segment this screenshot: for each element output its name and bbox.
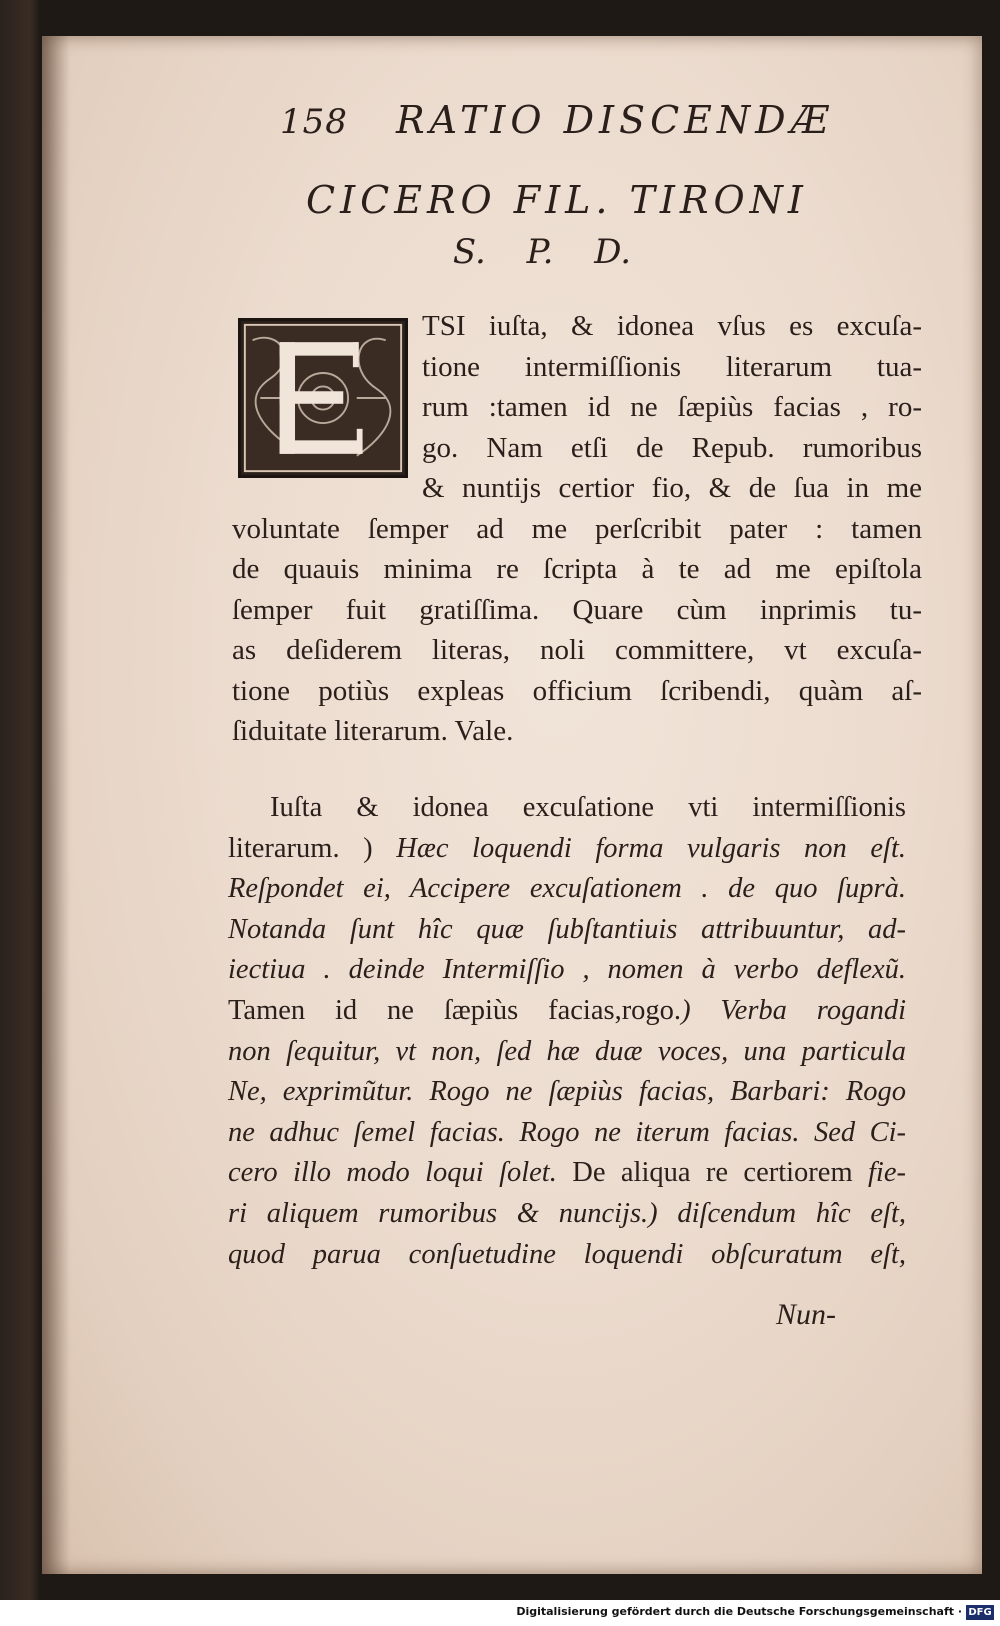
commentary-text: [228, 788, 906, 1275]
letter-text: [232, 306, 922, 752]
book-page: [42, 36, 982, 1574]
letter-line: tione potiùs expleas officium ſcribendi, quàm aſ-: [232, 674, 922, 707]
running-head: [42, 98, 982, 148]
commentary-line: [228, 1194, 906, 1235]
commentary-gloss: Notanda ſunt hîc quæ ſubſtantiuis attribuuntur, ad-: [228, 913, 906, 945]
commentary-gloss: fie-: [852, 1157, 906, 1189]
commentary-line: [228, 869, 906, 910]
commentary-line: [228, 788, 906, 829]
commentary-line: [228, 1235, 906, 1276]
letter-title: CICERO FIL. TIRONI: [306, 178, 808, 222]
commentary-line: [228, 1113, 906, 1154]
commentary-gloss: ne adhuc ſemel facias. Rogo ne iterum facias. Sed Ci-: [228, 1116, 906, 1148]
letter-line: & nuntijs certior fio, & de ſua in me: [422, 472, 922, 504]
commentary-gloss: non ſequitur, vt non, ſed hæ duæ voces, una particula: [228, 1035, 906, 1067]
page-number: 158: [280, 102, 348, 142]
commentary-gloss: ri aliquem rumoribus & nuncijs.) diſcendum hîc eſt,: [228, 1197, 906, 1229]
commentary-lemma: literarum. ): [228, 832, 373, 864]
commentary-gloss: quod parua conſuetudine loquendi obſcuratum eſt,: [228, 1238, 906, 1270]
commentary-line: [228, 829, 906, 870]
commentary-gloss: Reſpondet ei, Accipere excuſationem . de quo ſuprà.: [228, 873, 906, 905]
digitization-footer: [0, 1600, 1000, 1626]
commentary-gloss: iectiua . deinde Intermiſſio , nomen à verbo deflexũ.: [228, 954, 906, 986]
letter-line: ſiduitate literarum. Vale.: [232, 715, 514, 747]
commentary-line: [228, 950, 906, 991]
commentary-lemma: De aliqua re certiorem: [556, 1157, 853, 1189]
running-title: RATIO DISCENDÆ: [396, 98, 834, 142]
commentary-line: [228, 1153, 906, 1194]
letter-line: voluntate ſemper ad me perſcribit pater : tamen: [232, 512, 922, 545]
commentary-gloss: ) Verba rogandi: [681, 994, 906, 1026]
commentary-gloss: Ne, exprimũtur. Rogo ne ſæpiùs facias, Barbari: Rogo: [228, 1076, 906, 1108]
commentary-line: [228, 991, 906, 1032]
commentary-gloss: cero illo modo loqui ſolet.: [228, 1157, 557, 1189]
commentary-lemma: Tamen id ne ſæpiùs facias,rogo.: [228, 994, 682, 1026]
letter-line: de quauis minima re ſcripta à te ad me epiſtola: [232, 553, 922, 585]
letter-line: rum :tamen id ne ſæpiùs facias , ro-: [422, 391, 922, 423]
dfg-logo-icon: DFG: [966, 1605, 994, 1620]
letter-line: tione intermiſſionis literarum tua-: [422, 350, 922, 383]
commentary-gloss: Hæc loquendi forma vulgaris non eſt.: [372, 832, 906, 864]
funding-credit: Digitalisierung gefördert durch die Deutsche Forschungsgemeinschaft ·: [516, 1605, 962, 1618]
commentary-lemma: Iuſta & idonea excuſatione vti intermiſſionis: [270, 792, 906, 823]
catchword: Nun-: [776, 1298, 836, 1331]
letter-line: go. Nam etſi de Repub. rumoribus: [422, 431, 922, 464]
letter-line: as deſiderem literas, noli committere, vt excuſa-: [232, 634, 922, 666]
letter-line: ſemper fuit gratiſſima. Quare cùm inprimis tu-: [232, 593, 922, 626]
commentary-line: [228, 1072, 906, 1113]
letter-line: TSI iuſta, & idonea vſus es excuſa-: [422, 310, 922, 342]
letter-salutation: S. P. D.: [452, 232, 632, 272]
commentary-line: [228, 1032, 906, 1073]
commentary-line: [228, 910, 906, 951]
